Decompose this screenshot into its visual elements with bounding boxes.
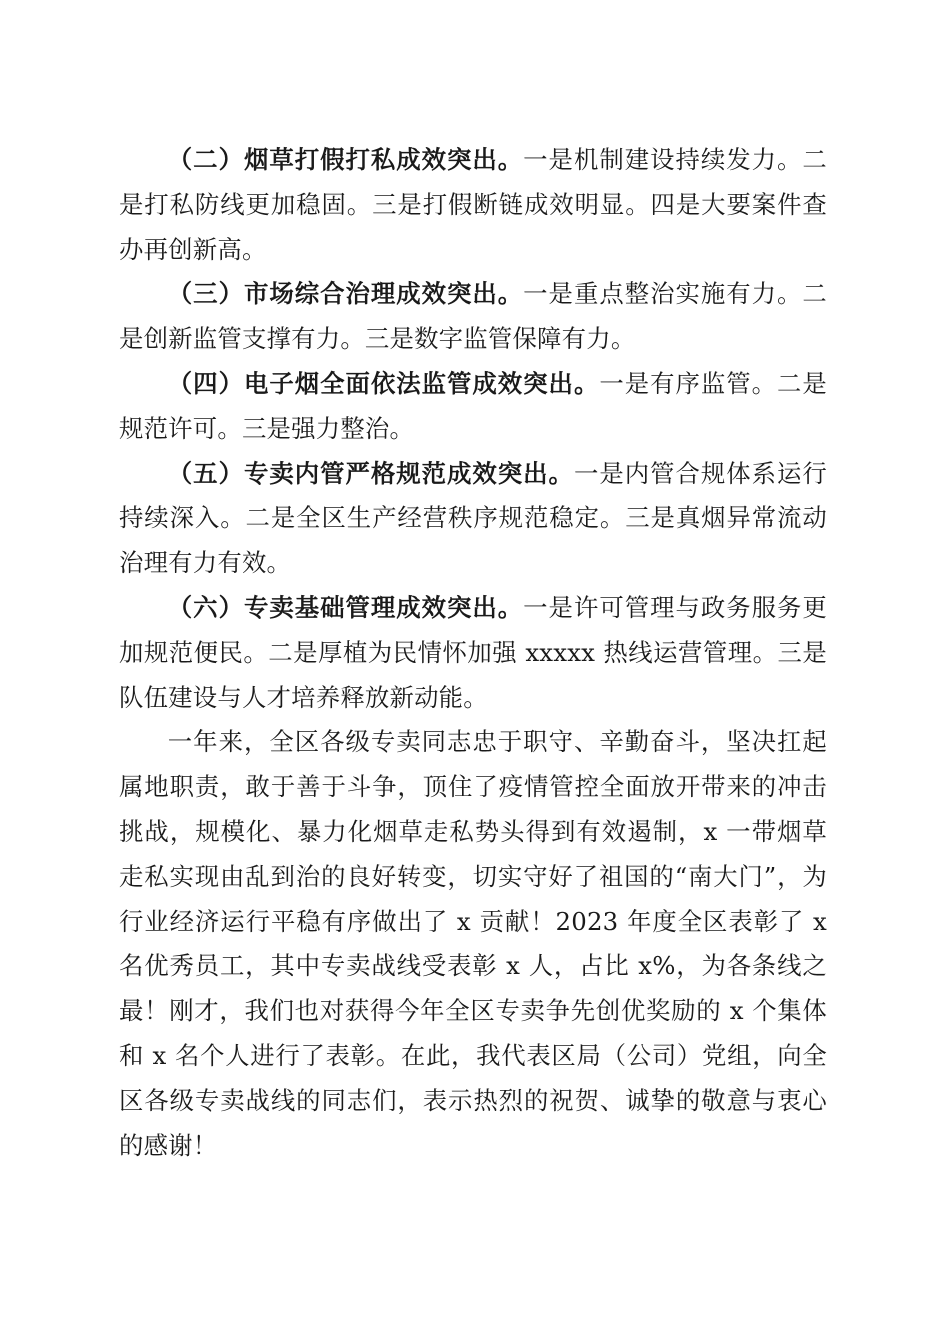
section-heading-4: （四）电子烟全面依法监管成效突出。	[167, 368, 600, 398]
section-paragraph-4	[119, 362, 827, 452]
section-heading-3: （三）市场综合治理成效突出。	[167, 279, 524, 309]
section-text-4: 一是有序监管。二是规范许可。三是强力整治。	[119, 368, 827, 443]
section-text-6: 一是许可管理与政务服务更加规范便民。二是厚植为民情怀加强 xxxxx 热线运营管理。三是队伍建设与人才培养释放新动能。	[119, 592, 827, 712]
section-paragraph-2	[119, 138, 827, 272]
section-paragraph-3	[119, 272, 827, 362]
document-body	[119, 138, 827, 1168]
section-heading-6: （六）专卖基础管理成效突出。	[167, 592, 524, 622]
section-text-5: 一是内管合规体系运行持续深入。二是全区生产经营秩序规范稳定。三是真烟异常流动治理有力有效。	[119, 458, 827, 578]
section-text-3: 一是重点整治实施有力。二是创新监管支撑有力。三是数字监管保障有力。	[119, 279, 827, 354]
section-paragraph-6	[119, 586, 827, 720]
section-paragraph-5	[119, 452, 827, 586]
closing-paragraph: 一年来，全区各级专卖同志忠于职守、辛勤奋斗，坚决扛起属地职责，敢于善于斗争，顶住了疫情管控全面放开带来的冲击挑战，规模化、暴力化烟草走私势头得到有效遏制，x 一带烟草走私实现由乱到治的良好转变，切实守好了祖国的“南大门”，为行业经济运行平稳有序做出了 x 贡献！2023 年度全区表彰了 x 名优秀员工，其中专卖战线受表彰 x 人，占比 x%，为各条线之最！刚才，我们也对获得今年全区专卖争先创优奖励的 x 个集体和 x 名个人进行了表彰。在此，我代表区局（公司）党组，向全区各级专卖战线的同志们，表示热烈的祝贺、诚挚的敬意与衷心的感谢！	[119, 727, 827, 1160]
section-heading-2: （二）烟草打假打私成效突出。	[167, 145, 524, 174]
section-text-2: 一是机制建设持续发力。二是打私防线更加稳固。三是打假断链成效明显。四是大要案件查办再创新高。	[119, 145, 827, 264]
section-heading-5: （五）专卖内管严格规范成效突出。	[167, 458, 574, 488]
